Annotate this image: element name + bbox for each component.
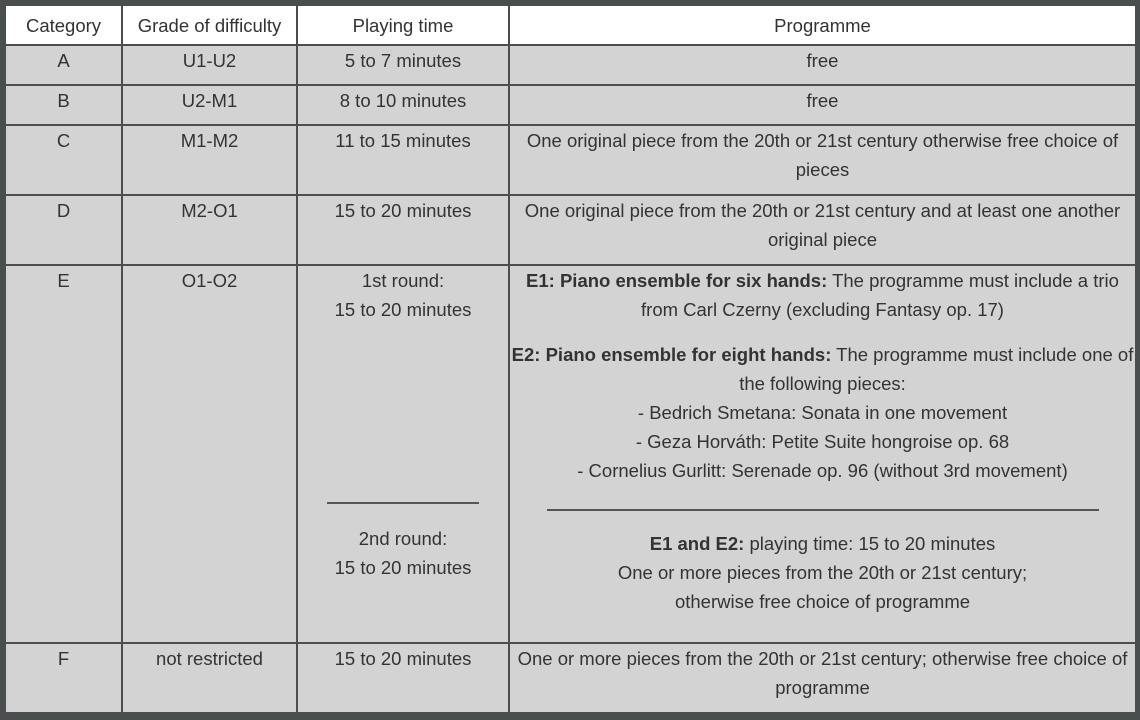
header-category: Category <box>5 5 122 45</box>
table-row <box>5 45 1136 85</box>
playing-time-cell: 15 to 20 minutes <box>297 643 509 713</box>
both-title: E1 and E2: <box>649 533 745 554</box>
table-row <box>5 643 1136 713</box>
list-item: - Geza Horváth: Petite Suite hongroise op. 68 <box>635 431 1010 452</box>
both-line-2: One or more pieces from the 20th or 21st century; <box>617 562 1028 583</box>
header-playing-time: Playing time <box>297 5 509 45</box>
e2-text: The programme must include one of the following pieces: <box>739 344 1134 394</box>
e1-title: E1: Piano ensemble for six hands: <box>526 270 828 291</box>
playing-time-cell <box>297 265 509 643</box>
e1-text: The programme must include a trio from Carl Czerny (excluding Fantasy op. 17) <box>641 270 1119 320</box>
both-paragraph <box>510 529 1135 558</box>
round2-label: 2nd round: <box>358 528 448 549</box>
table-row <box>5 125 1136 195</box>
header-programme: Programme <box>509 5 1136 45</box>
table-row <box>5 85 1136 125</box>
playing-time-cell: 11 to 15 minutes <box>297 125 509 195</box>
grade-cell: O1-O2 <box>122 265 297 643</box>
grade-cell: M1-M2 <box>122 125 297 195</box>
category-cell: B <box>5 85 122 125</box>
both-line-3: otherwise free choice of programme <box>674 591 971 612</box>
playing-time-cell: 8 to 10 minutes <box>297 85 509 125</box>
programme-cell: One or more pieces from the 20th or 21st century; otherwise free choice of programme <box>509 643 1136 713</box>
round1-time: 15 to 20 minutes <box>334 299 472 320</box>
programme-cell: One original piece from the 20th or 21st century and at least one another original piece <box>509 195 1136 265</box>
programme-cell <box>509 265 1136 643</box>
playing-time-cell: 15 to 20 minutes <box>297 195 509 265</box>
header-grade: Grade of difficulty <box>122 5 297 45</box>
header-row <box>5 5 1136 45</box>
both-text: playing time: 15 to 20 minutes <box>744 533 996 554</box>
grade-cell: U1-U2 <box>122 45 297 85</box>
programme-cell: free <box>509 45 1136 85</box>
category-cell: C <box>5 125 122 195</box>
category-cell: D <box>5 195 122 265</box>
e2-title: E2: Piano ensemble for eight hands: <box>511 344 832 365</box>
programme-cell: One original piece from the 20th or 21st century otherwise free choice of pieces <box>509 125 1136 195</box>
category-cell: F <box>5 643 122 713</box>
playing-time-cell: 5 to 7 minutes <box>297 45 509 85</box>
list-item: - Bedrich Smetana: Sonata in one movement <box>637 402 1008 423</box>
round2-time: 15 to 20 minutes <box>334 557 472 578</box>
table-row <box>5 265 1136 643</box>
grade-cell: U2-M1 <box>122 85 297 125</box>
programme-cell: free <box>509 85 1136 125</box>
e2-paragraph <box>510 340 1135 398</box>
grade-cell: not restricted <box>122 643 297 713</box>
competition-categories-table <box>4 4 1137 714</box>
grade-cell: M2-O1 <box>122 195 297 265</box>
round1-label: 1st round: <box>361 270 445 291</box>
table-row <box>5 195 1136 265</box>
list-item: - Cornelius Gurlitt: Serenade op. 96 (without 3rd movement) <box>577 460 1068 481</box>
category-cell: A <box>5 45 122 85</box>
e1-paragraph <box>510 266 1135 324</box>
category-cell: E <box>5 265 122 643</box>
